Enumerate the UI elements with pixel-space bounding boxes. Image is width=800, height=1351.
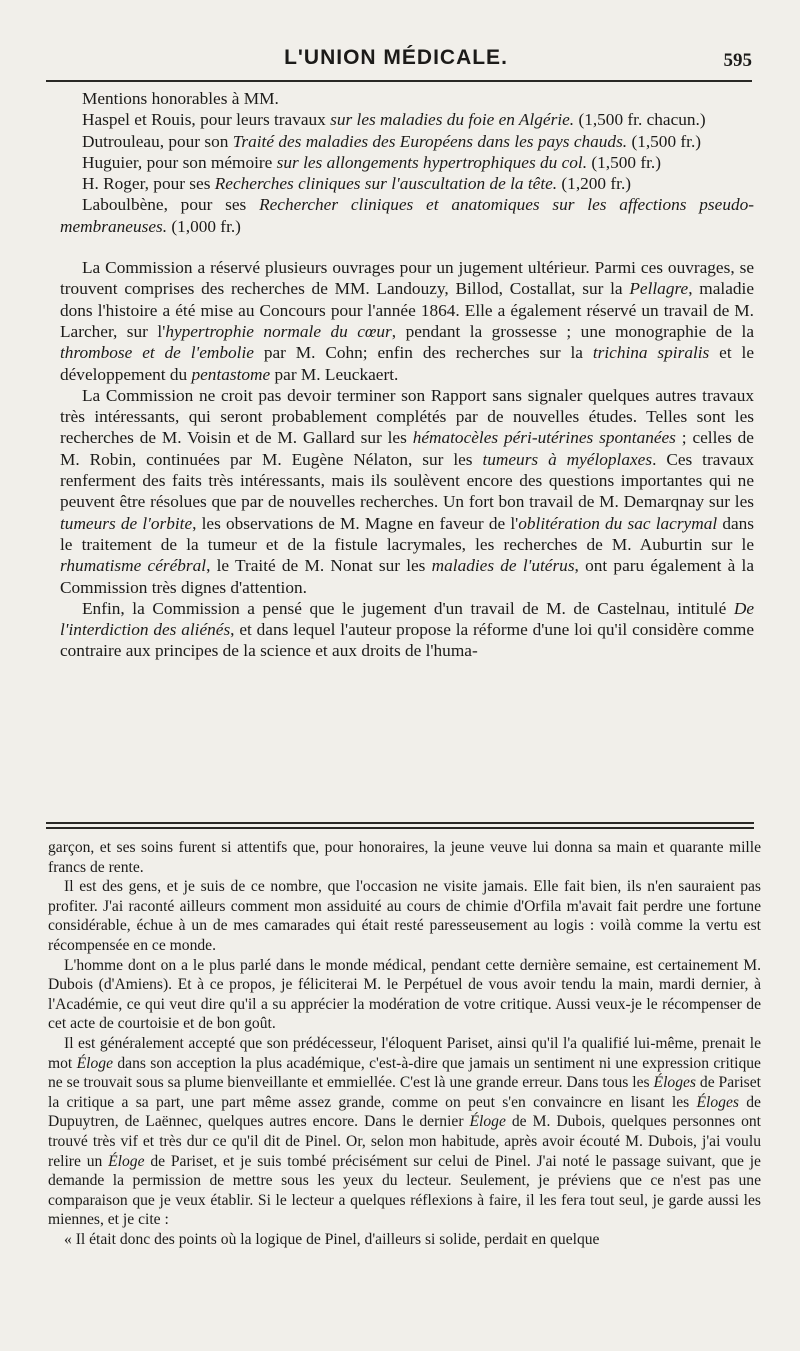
text-run: garçon, et ses soins furent si attentifs que, pour honoraires, la jeune veuve lui donna sa main et quarante mille francs de rente.	[48, 839, 761, 876]
text-run: ; celles de M. Robin, continuées par M. Eugène Nélaton, sur les	[60, 428, 754, 469]
text-run: , les observations de M. Magne en faveur de l'	[192, 513, 519, 533]
page-number: 595	[723, 50, 752, 71]
mentions-heading	[60, 88, 754, 109]
text-run: et le développement du	[60, 343, 754, 384]
text-run: La Commission a réservé plusieurs ouvrages pour un jugement ultérieur. Parmi ces ouvrages, se trouvent comprises des recherches de MM. Landouzy, Billod, Costallat, sur la	[60, 258, 754, 299]
feuilleton-paragraph-4	[48, 1034, 761, 1230]
text-run: dans le traitement de la tumeur et de la fistule lacrymales, les recherches de M. Auburtin sur le	[60, 513, 754, 554]
italic-run: Traité des maladies des Européens dans les pays chauds.	[232, 131, 628, 151]
paragraph-reserved-works	[60, 257, 754, 385]
italic-run: Pellagre	[629, 279, 689, 299]
italic-run: trichina spiralis	[592, 343, 710, 363]
feuilleton-rule	[46, 822, 754, 829]
text-run: Dutrouleau, pour son	[82, 131, 233, 151]
text-run: (1,500 fr. chacun.)	[574, 110, 706, 130]
feuilleton-column	[48, 838, 761, 1249]
text-run: La Commission ne croit pas devoir terminer son Rapport sans signaler quelques autres travaux très intéressants, qui seront probablement complétés par de nouvelles études. Telles sont les recherches de M. Voisin et de M. Gallard sur les	[60, 385, 754, 448]
mention-haspel-rouis	[60, 109, 754, 130]
text-run: Haspel et Rouis, pour leurs travaux	[82, 110, 331, 130]
italic-run: oblitération du sac lacrymal	[518, 513, 718, 533]
italic-run: maladies de l'utérus	[431, 556, 575, 576]
feuilleton-quote	[48, 1230, 761, 1250]
text-run: par M. Leuckaert.	[270, 364, 399, 384]
header-rule	[46, 80, 752, 82]
italic-run: pentastome	[191, 364, 271, 384]
italic-run: hématocèles péri-utérines spontanées	[412, 428, 676, 448]
text-run: H. Roger, pour ses	[82, 174, 215, 194]
text-run: Enfin, la Commission a pensé que le jugement d'un travail de M. de Castelnau, intitulé	[82, 598, 734, 618]
page-header	[40, 44, 752, 74]
italic-run: Éloge	[108, 1152, 145, 1170]
mention-huguier	[60, 152, 754, 173]
text-run: (1,500 fr.)	[627, 131, 702, 151]
italic-run: Éloges	[653, 1074, 696, 1092]
text-run: de M. Dubois, quelques personnes ont trouvé très vif et très dur ce qu'il dit de Pinel. Or, selon mon habitude, après avoir écouté M. Dubois, j'ai voulu relire un	[48, 1113, 761, 1170]
mention-roger	[60, 173, 754, 194]
italic-run: sur les allongements hypertrophiques du col.	[276, 152, 588, 172]
text-run: (1,500 fr.)	[587, 152, 661, 172]
text-run: « Il était donc des points où la logique de Pinel, d'ailleurs si solide, perdait en quelque	[64, 1230, 600, 1248]
text-run: (1,200 fr.)	[557, 174, 632, 194]
feuilleton-paragraph-1	[48, 838, 761, 877]
paragraph-castelnau	[60, 598, 754, 662]
italic-run: Éloge	[76, 1054, 113, 1072]
text-run: L'homme dont on a le plus parlé dans le monde médical, pendant cette dernière semaine, est certainement M. Dubois (d'Amiens). Et à ce propos, je féliciterai M. le Perpétuel de vous avoir tendu la main, mardi dernier, à l'Académie, ce qui veut dire qu'il a su apprécier la modération de votre critique. Aussi veux-je le récompenser de cet acte de courtoisie et de bon goût.	[48, 956, 761, 1033]
text-run: Laboulbène, pour ses	[82, 195, 260, 215]
text-run: . Ces travaux renferment des faits très intéressants, mais ils soulèvent encore des questions importantes qui ne peuvent être résolues que par de nouvelles recherches. Un fort bon travail de M. Demarqnay sur les	[60, 449, 755, 512]
feuilleton-paragraph-3	[48, 956, 761, 1034]
paragraph-gap	[60, 237, 754, 257]
italic-run: De l'interdiction des aliénés	[60, 598, 754, 640]
text-run: de Pariset la critique a sa part, une part même assez grande, comme on peut s'en convaincre en lisant les	[48, 1074, 762, 1111]
italic-run: sur les maladies du foie en Algérie.	[330, 110, 575, 130]
main-article	[60, 88, 754, 662]
mention-dutrouleau	[60, 131, 754, 152]
text-run: , et dans lequel l'auteur propose la réforme d'une loi qu'il considère comme contraire aux principes de la science et aux droits de l'huma-	[60, 620, 754, 661]
text-run: dans son acception la plus académique, c'est-à-dire que jamais un sentiment ni une expression critique ne se trouvait sous sa plume bienveillante et emmiellée. C'est là une grande erreur. Dans tous les	[48, 1054, 761, 1092]
paragraph-other-works	[60, 385, 754, 598]
italic-run: hypertrophie normale du cœur	[165, 321, 392, 341]
italic-run: Éloge	[469, 1113, 506, 1131]
italic-run: thrombose et de l'embolie	[60, 343, 254, 363]
text-run: , maladie dons l'histoire a été mise au Concours pour l'année 1864. Elle a également réservé un travail de M. Larcher, sur l'	[60, 279, 754, 341]
text-run: par M. Cohn; enfin des recherches sur la	[253, 343, 593, 363]
italic-run: tumeurs de l'orbite	[60, 513, 193, 533]
italic-run: tumeurs à myéloplaxes	[482, 449, 653, 469]
running-title: L'UNION MÉDICALE.	[284, 46, 508, 69]
text-run: de Pariset, et je suis tombé précisément sur celui de Pinel. J'ai noté le passage suivant, que je demande la permission de mettre sous les yeux du lecteur. Seulement, je préviens que ce n'est pas une comparaison que je veux établir. Si le lecteur a quelques réflexions à faire, il les fera tout seul, je garde aussi les miennes, et je cite :	[48, 1152, 761, 1229]
feuilleton-paragraph-2	[48, 877, 761, 955]
text-run: Mentions honorables à MM.	[82, 89, 279, 108]
italic-run: Rechercher cliniques et anatomiques sur les affections pseudo-membraneuses.	[60, 195, 754, 236]
italic-run: rhumatisme cérébral	[60, 556, 207, 576]
text-run: Il est généralement accepté que son prédécesseur, l'éloquent Pariset, ainsi qu'il l'a qualifié lui-même, prenait le mot	[48, 1034, 761, 1072]
text-run: Huguier, pour son mémoire	[82, 152, 277, 172]
mention-laboulbene	[60, 194, 754, 237]
text-run: Il est des gens, et je suis de ce nombre, que l'occasion ne visite jamais. Elle fait bien, ils n'en sauraient pas profiter. J'ai raconté ailleurs comment mon assiduité au cours de chimie d'Orfila m'avait fait perdre une fortune considérable, échue à un de mes camarades qui était resté paresseusement au logis : voilà comme la vertu est récompensée en ce monde.	[48, 878, 761, 954]
italic-run: Recherches cliniques sur l'auscultation de la tête.	[214, 174, 558, 194]
italic-run: Éloges	[696, 1093, 739, 1111]
text-run: (1,000 fr.)	[167, 216, 241, 236]
text-run: de Dupuytren, de Laënnec, quelques autres encore. Dans le dernier	[48, 1093, 761, 1131]
text-run: , pendant la grossesse ; une monographie de la	[391, 321, 754, 341]
text-run: , le Traité de M. Nonat sur les	[206, 556, 432, 576]
text-run: , ont paru également à la Commission très dignes d'attention.	[60, 556, 754, 597]
